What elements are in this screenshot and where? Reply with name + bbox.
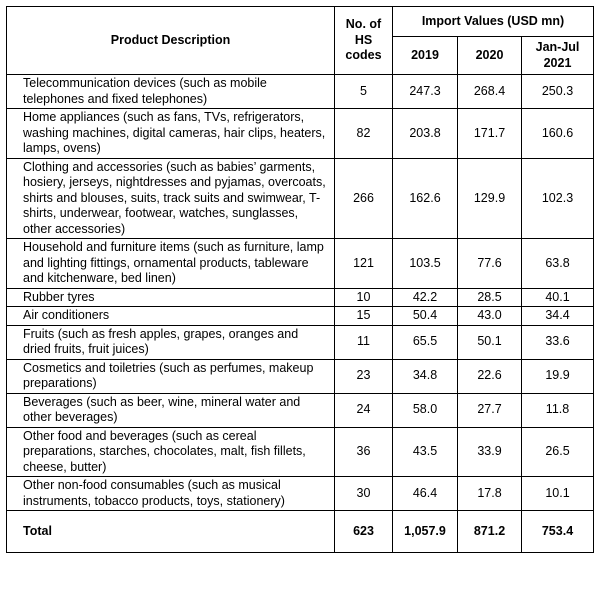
table-row [7, 325, 594, 359]
hs-codes: 266 [335, 158, 393, 239]
total-label: Total [7, 511, 335, 553]
hs-codes: 30 [335, 477, 393, 511]
total-row [7, 511, 594, 553]
table-row [7, 359, 594, 393]
total-2021: 753.4 [522, 511, 594, 553]
product-description: Other non-food consumables (such as musical instruments, tobacco products, toys, stationery) [7, 477, 335, 511]
table-row [7, 477, 594, 511]
product-description: Air conditioners [7, 307, 335, 326]
total-hs-codes: 623 [335, 511, 393, 553]
value-2020: 22.6 [458, 359, 522, 393]
table-row [7, 109, 594, 159]
table-row [7, 158, 594, 239]
product-description: Cosmetics and toiletries (such as perfumes, makeup preparations) [7, 359, 335, 393]
value-2021: 250.3 [522, 75, 594, 109]
hs-codes: 5 [335, 75, 393, 109]
value-2021: 33.6 [522, 325, 594, 359]
header-import-values: Import Values (USD mn) [393, 7, 594, 37]
value-2019: 162.6 [393, 158, 458, 239]
table-row [7, 239, 594, 289]
hs-codes: 82 [335, 109, 393, 159]
value-2020: 268.4 [458, 75, 522, 109]
total-2019: 1,057.9 [393, 511, 458, 553]
value-2021: 40.1 [522, 288, 594, 307]
value-2021: 11.8 [522, 393, 594, 427]
value-2021: 160.6 [522, 109, 594, 159]
total-2020: 871.2 [458, 511, 522, 553]
value-2019: 46.4 [393, 477, 458, 511]
value-2021: 34.4 [522, 307, 594, 326]
hs-codes: 15 [335, 307, 393, 326]
table-row [7, 427, 594, 477]
product-description: Clothing and accessories (such as babies’ garments, hosiery, jerseys, nightdresses and pyjamas, overcoats, shirts and blouses, suits, track suits and swimwear, T-shirts, underwear, footwear, watches, sunglasses, other accessories) [7, 158, 335, 239]
value-2019: 247.3 [393, 75, 458, 109]
value-2019: 34.8 [393, 359, 458, 393]
value-2019: 42.2 [393, 288, 458, 307]
header-product-description: Product Description [7, 7, 335, 75]
value-2021: 19.9 [522, 359, 594, 393]
value-2020: 17.8 [458, 477, 522, 511]
table-row [7, 393, 594, 427]
table-row [7, 75, 594, 109]
hs-codes: 11 [335, 325, 393, 359]
product-description: Fruits (such as fresh apples, grapes, oranges and dried fruits, fruit juices) [7, 325, 335, 359]
header-year-2020: 2020 [458, 37, 522, 75]
value-2019: 103.5 [393, 239, 458, 289]
value-2020: 33.9 [458, 427, 522, 477]
value-2020: 50.1 [458, 325, 522, 359]
value-2021: 102.3 [522, 158, 594, 239]
header-year-2021: Jan-Jul 2021 [522, 37, 594, 75]
value-2019: 203.8 [393, 109, 458, 159]
header-hs-codes: No. of HS codes [335, 7, 393, 75]
hs-codes: 24 [335, 393, 393, 427]
value-2019: 43.5 [393, 427, 458, 477]
value-2021: 63.8 [522, 239, 594, 289]
value-2019: 65.5 [393, 325, 458, 359]
table-body [7, 75, 594, 511]
product-description: Household and furniture items (such as furniture, lamp and lighting fittings, ornamental products, tableware and kitchenware, bed linen) [7, 239, 335, 289]
hs-codes: 121 [335, 239, 393, 289]
value-2020: 27.7 [458, 393, 522, 427]
hs-codes: 23 [335, 359, 393, 393]
header-year-2019: 2019 [393, 37, 458, 75]
value-2020: 171.7 [458, 109, 522, 159]
value-2020: 129.9 [458, 158, 522, 239]
value-2019: 58.0 [393, 393, 458, 427]
value-2021: 26.5 [522, 427, 594, 477]
value-2020: 77.6 [458, 239, 522, 289]
value-2020: 43.0 [458, 307, 522, 326]
value-2021: 10.1 [522, 477, 594, 511]
table-row [7, 288, 594, 307]
hs-codes: 36 [335, 427, 393, 477]
product-description: Beverages (such as beer, wine, mineral water and other beverages) [7, 393, 335, 427]
table-row [7, 307, 594, 326]
hs-codes: 10 [335, 288, 393, 307]
import-values-table [6, 6, 594, 553]
product-description: Rubber tyres [7, 288, 335, 307]
value-2019: 50.4 [393, 307, 458, 326]
product-description: Telecommunication devices (such as mobile telephones and fixed telephones) [7, 75, 335, 109]
product-description: Home appliances (such as fans, TVs, refrigerators, washing machines, digital cameras, hair clips, heaters, lamps, ovens) [7, 109, 335, 159]
value-2020: 28.5 [458, 288, 522, 307]
product-description: Other food and beverages (such as cereal preparations, starches, chocolates, malt, fish fillets, cheese, butter) [7, 427, 335, 477]
